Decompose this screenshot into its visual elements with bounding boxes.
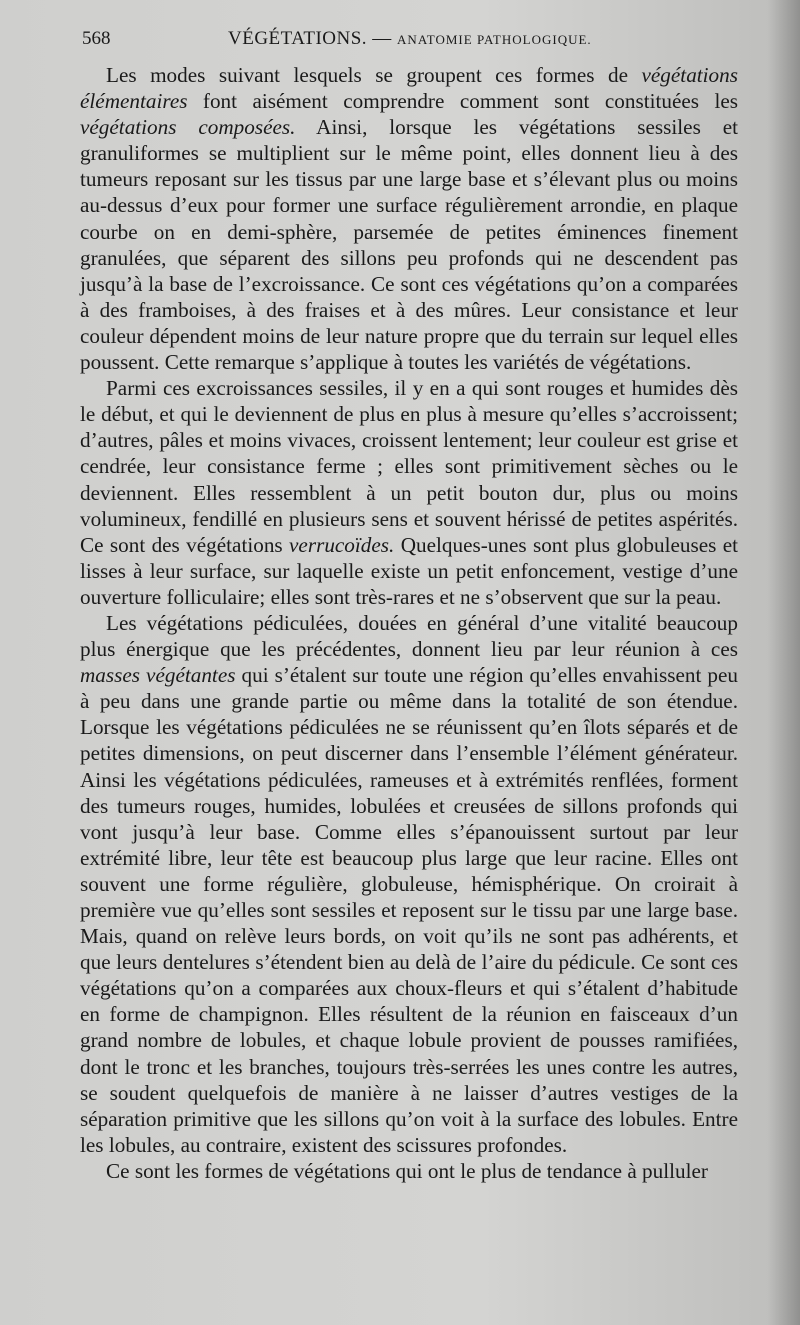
running-head-title: VÉGÉTATIONS. <box>228 28 368 49</box>
p3-text-2: qui s’étalent sur toute une région qu’elles envahissent peu à peu dans une grande partie ou même dans la totalité de son étendue. Lorsque les végétations pédiculées ne se réunissent qu’en îlots séparés et de petites dimensions, on peut discerner dans l’ensemble l’élément générateur. Ainsi les végétations pédiculées, rameuses et à extrémités renflées, forment des tumeurs rouges, humides, lobulées et creusées de sillons profonds qui vont jusqu’à leur base. Comme elles s’épanouissent surtout par leur extrémité libre, leur tête est beaucoup plus large que leur racine. Elles ont souvent une forme régulière, globuleuse, hémisphérique. On croirait à première vue qu’elles sont sessiles et reposent sur le tissu par une large base. Mais, quand on relève leurs bords, on voit qu’ils ne sont pas adhérents, et que leurs dentelures s’étendent bien au delà de l’aire du pédicule. Ce sont ces végétations qu’on a comparées aux choux-fleurs et qui s’étalent d’habitude en forme de champignon. Elles résultent de la réunion en faisceaux d’un grand nombre de lobules, et chaque lobule provient de pousses ramifiées, dont le tronc et les branches, toujours très-serrées les unes contre les autres, se soudent quelquefois de manière à ne laisser d’autres vestiges de la séparation primitive que les sillons qu’on voit à la surface des lobules. Entre les lobules, au contraire, existent des scissures profondes. <box>80 663 738 1157</box>
p4-text-1: Ce sont les formes de végétations qui ont le plus de tendance à pulluler <box>106 1158 708 1183</box>
page-number: 568 <box>82 28 111 49</box>
p1-text-2: font aisément comprendre comment sont constituées les <box>187 89 738 114</box>
p1-text-3: Ainsi, lorsque les végétations sessiles et granuliformes se multiplient sur le même point, elles donnent lieu à des tumeurs reposant sur les tissus par une large base et s’élevant plus ou moins au-dessus d’eux pour former une surface régulièrement arrondie, en plaque courbe on en demi-sphère, parsemée de petites éminences finement granulées, que séparent des sillons peu profonds qui ne descendent pas jusqu’à la base de l’excroissance. Ce sont ces végétations qu’on a comparées à des framboises, à des fraises et à des mûres. Leur consistance et leur couleur dépendent moins de leur nature propre que du terrain sur lequel elles poussent. Cette remarque s’applique à toutes les variétés de végétations. <box>80 115 738 375</box>
page-header <box>82 28 742 58</box>
p1-italic-1: végétations élémentaires <box>80 63 738 114</box>
paragraph-4 <box>80 1158 738 1184</box>
p1-text-1: Les modes suivant lesquels se groupent ces formes de <box>106 63 642 87</box>
p2-italic-1: verrucoïdes. <box>289 532 395 557</box>
running-head <box>228 28 592 50</box>
running-head-section: ANATOMIE PATHOLOGIQUE. <box>397 32 592 47</box>
page-gutter-shadow <box>768 0 800 1325</box>
p3-text-1: Les végétations pédiculées, douées en général d’une vitalité beaucoup plus énergique que les précédentes, donnent lieu par leur réunion à ces <box>80 610 738 662</box>
body-text <box>80 62 738 1184</box>
paragraph-1 <box>80 62 738 375</box>
p1-italic-2: végétations composées. <box>80 115 296 140</box>
p3-italic-1: masses végétantes <box>80 663 236 688</box>
paragraph-2 <box>80 375 738 610</box>
p2-text-1: Parmi ces excroissances sessiles, il y en a qui sont rouges et humides dès le début, et qui le deviennent de plus en plus à mesure qu’elles s’accroissent; d’autres, pâles et moins vivaces, croissent lentement; leur couleur est grise et cendrée, leur consistance ferme ; elles sont primitivement sèches ou le deviennent. Elles ressemblent à un petit bouton dur, plus ou moins volumineux, fendillé en plusieurs sens et souvent hérissé de petites aspérités. Ce sont des végétations <box>80 376 738 557</box>
running-head-separator: — <box>372 28 392 49</box>
p2-text-2: Quelques-unes sont plus globuleuses et lisses à leur surface, sur laquelle existe un petit enfoncement, vestige d’une ouverture folliculaire; elles sont très-rares et ne s’observent que sur la peau. <box>80 532 738 609</box>
paragraph-3 <box>80 610 738 1158</box>
